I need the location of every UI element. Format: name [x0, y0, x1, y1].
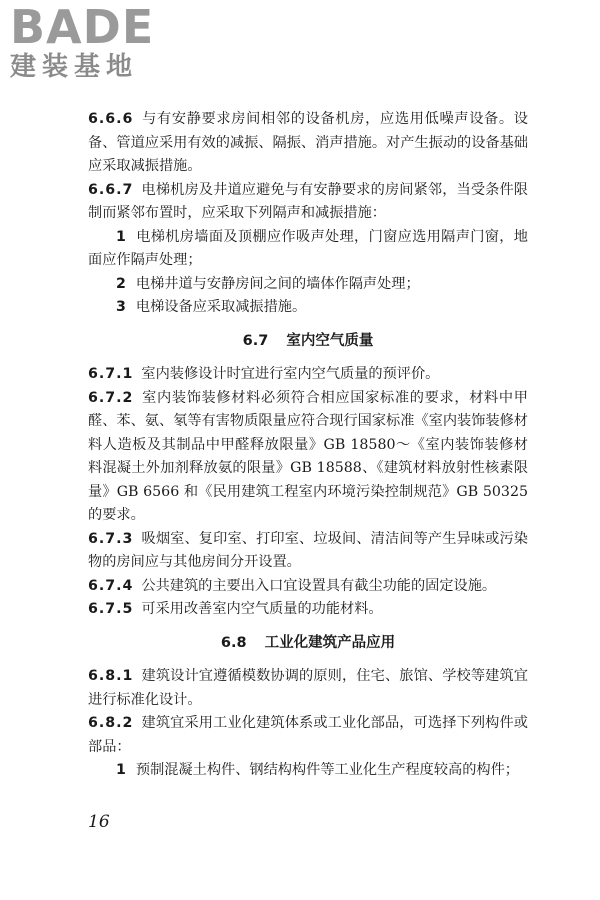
watermark-brand: BADE: [10, 0, 155, 54]
section-heading: [88, 632, 528, 656]
item-number: 3: [116, 299, 126, 315]
document-body: [88, 108, 528, 783]
list-item: [88, 296, 528, 320]
clause-text: 室内装饰装修材料必须符合相应国家标准的要求，材料中甲醛、苯、氨、氡等有害物质限量应符合现行国家标准《室内装饰装修材料人造板及其制品中甲醛释放限量》GB 18580～《室内装饰装修材料混凝土外加剂释放氨的限量》GB 18588、《建筑材料放射性核素限量》GB 6566 和《民用建筑工程室内环境污染控制规范》GB 50325 的要求。: [88, 389, 528, 523]
list-item: [88, 759, 528, 783]
clause-text: 可采用改善室内空气质量的功能材料。: [141, 601, 383, 617]
clause-paragraph: [88, 108, 528, 179]
clause-text: 公共建筑的主要出入口宜设置具有截尘功能的固定设施。: [141, 577, 497, 594]
item-number: 1: [116, 228, 126, 245]
clause-paragraph: [88, 575, 528, 599]
clause-paragraph: [88, 387, 528, 528]
clause-number: 6.7.2: [88, 389, 134, 406]
clause-number: 6.8.1: [88, 668, 134, 684]
section-number: 6.7: [242, 332, 269, 349]
item-text: 电梯井道与安静房间之间的墙体作隔声处理；: [135, 275, 420, 292]
clause-text: 与有安静要求房间相邻的设备机房，应选用低噪声设备。设备、管道应采用有效的减振、隔振、消声措施。对产生振动的设备基础应采取减振措施。: [88, 111, 528, 174]
clause-text: 建筑宜采用工业化建筑体系或工业化部品，可选择下列构件或部品：: [88, 715, 528, 755]
clause-paragraph: [88, 179, 528, 226]
section-title: 工业化建筑产品应用: [264, 634, 396, 651]
clause-paragraph: [88, 363, 528, 387]
clause-paragraph: [88, 665, 528, 712]
clause-paragraph: [88, 528, 528, 575]
clause-number: 6.8.2: [88, 715, 134, 731]
clause-text: 电梯机房及井道应避免与有安静要求的房间紧邻，当受条件限制而紧邻布置时，应采取下列隔声和减振措施：: [88, 181, 528, 221]
item-text: 电梯设备应采取减振措施。: [135, 299, 307, 315]
watermark-logo: [10, 0, 180, 82]
clause-text: 吸烟室、复印室、打印室、垃圾间、清洁间等产生异味或污染物的房间应与其他房间分开设置。: [88, 530, 528, 570]
section-title: 室内空气质量: [286, 332, 374, 349]
item-text: 预制混凝土构件、钢结构构件等工业化生产程度较高的构件；: [135, 762, 519, 778]
clause-number: 6.6.7: [88, 181, 134, 198]
clause-number: 6.7.5: [88, 601, 134, 617]
clause-number: 6.7.3: [88, 530, 134, 547]
item-number: 1: [116, 762, 126, 778]
item-number: 2: [116, 275, 126, 292]
section-number: 6.8: [220, 634, 247, 651]
item-text: 电梯机房墙面及顶棚应作吸声处理，门窗应选用隔声门窗，地面应作隔声处理；: [88, 228, 528, 268]
clause-text: 室内装修设计时宜进行室内空气质量的预评价。: [141, 366, 440, 382]
clause-paragraph: [88, 712, 528, 759]
clause-number: 6.6.6: [88, 111, 134, 127]
watermark-subtitle: 建装基地: [10, 52, 139, 82]
clause-number: 6.7.1: [88, 366, 134, 382]
page-number: 16: [88, 812, 110, 832]
clause-number: 6.7.4: [88, 577, 134, 594]
list-item: [88, 226, 528, 273]
clause-text: 建筑设计宜遵循模数协调的原则，住宅、旅馆、学校等建筑宜进行标准化设计。: [88, 668, 528, 708]
clause-paragraph: [88, 598, 528, 622]
section-heading: [88, 330, 528, 354]
list-item: [88, 273, 528, 297]
